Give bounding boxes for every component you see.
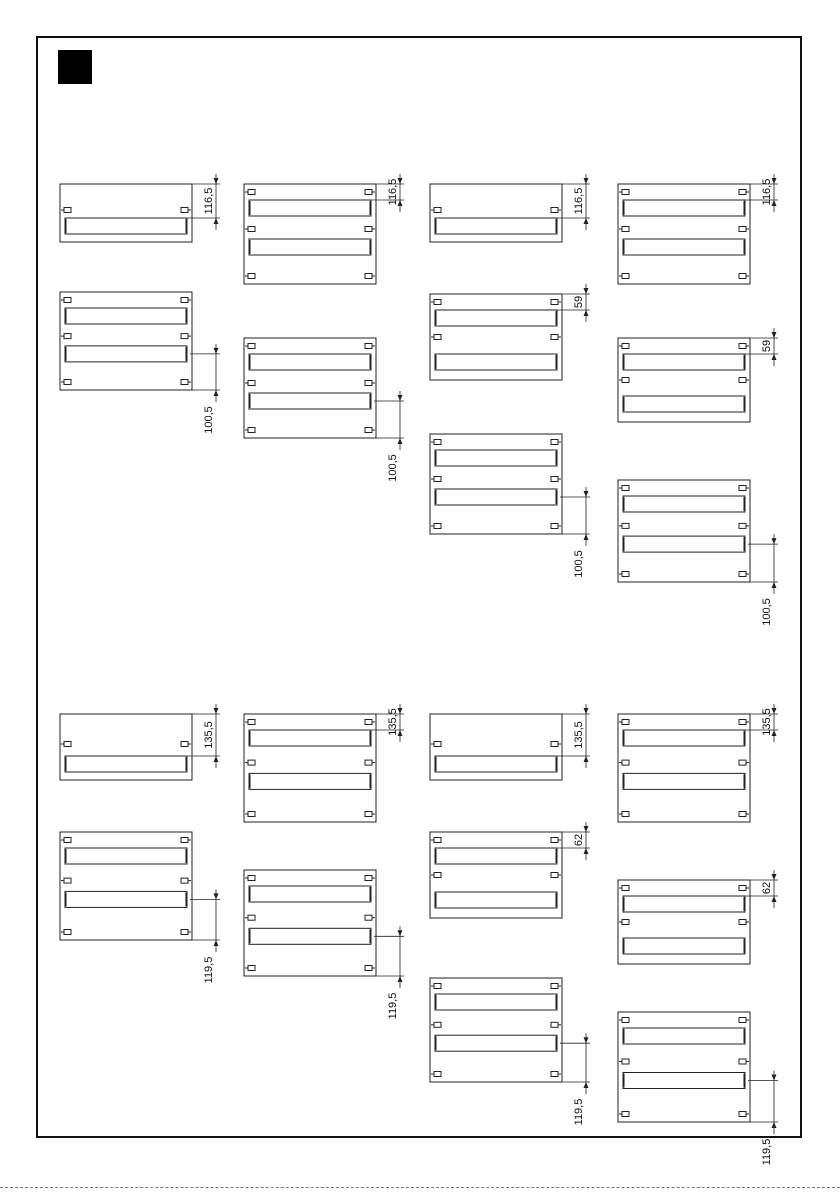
panel-outline: [244, 184, 376, 284]
mounting-clip: [365, 760, 372, 765]
mounting-clip: [551, 300, 558, 305]
panel-slot: [435, 994, 557, 1010]
panel-slot: [623, 1073, 745, 1089]
mounting-clip: [622, 1018, 629, 1023]
panel-slot: [623, 496, 745, 512]
mounting-clip: [365, 966, 372, 971]
panel-assembly: [430, 434, 590, 578]
mounting-clip: [739, 227, 746, 232]
panel-slot: [249, 354, 371, 370]
panel-assembly: [60, 704, 220, 780]
mounting-clip: [248, 274, 255, 279]
mounting-clip: [434, 524, 441, 529]
panel-outline: [618, 184, 750, 284]
mounting-clip: [64, 930, 71, 935]
panel-outline: [244, 338, 376, 438]
dimension-arrowhead: [584, 848, 589, 854]
mounting-clip: [248, 428, 255, 433]
dimension-arrowhead: [214, 218, 219, 224]
panel-slot: [65, 218, 187, 234]
mounting-clip: [622, 886, 629, 891]
dimension-arrowhead: [772, 1122, 777, 1128]
mounting-clip: [551, 1072, 558, 1077]
mounting-clip: [181, 334, 188, 339]
mounting-clip: [365, 812, 372, 817]
dimension-arrowhead: [398, 930, 403, 936]
panel-slot: [623, 773, 745, 789]
mounting-clip: [248, 876, 255, 881]
mounting-clip: [434, 300, 441, 305]
mounting-clip: [739, 378, 746, 383]
panel-slot: [435, 1035, 557, 1051]
panel-slot: [623, 938, 745, 954]
panel-assembly: [618, 870, 778, 964]
dimension-arrowhead: [772, 538, 777, 544]
mounting-clip: [64, 742, 71, 747]
dimension-arrowhead: [584, 310, 589, 316]
panel-slot: [623, 200, 745, 216]
panel-assembly: [430, 704, 590, 780]
mounting-clip: [434, 838, 441, 843]
panel-outline: [618, 480, 750, 582]
dimension-label: 116,5: [203, 187, 215, 215]
dimension-label: 62: [573, 833, 585, 847]
dimension-arrowhead: [772, 1075, 777, 1081]
mounting-clip: [551, 742, 558, 747]
mounting-clip: [434, 335, 441, 340]
dimension-label: 62: [761, 881, 773, 895]
mounting-clip: [739, 886, 746, 891]
dimension-label: 116,5: [761, 178, 773, 206]
panel-slot: [435, 310, 557, 326]
dimension-label: 100,5: [203, 406, 215, 434]
mounting-clip: [434, 873, 441, 878]
mounting-clip: [739, 720, 746, 725]
dimension-label: 100,5: [761, 598, 773, 626]
dimension-arrowhead: [584, 756, 589, 762]
dimension-arrowhead: [214, 390, 219, 396]
mounting-clip: [622, 227, 629, 232]
mounting-clip: [181, 298, 188, 303]
mounting-clip: [739, 1112, 746, 1117]
dimension-arrowhead: [398, 976, 403, 982]
mounting-clip: [365, 190, 372, 195]
dimension-label: 119,5: [761, 1138, 773, 1166]
panel-slot: [65, 756, 187, 772]
mounting-clip: [365, 720, 372, 725]
cut-line: [0, 1187, 840, 1188]
mounting-clip: [551, 838, 558, 843]
panel-slot: [435, 756, 557, 772]
panel-slot: [623, 239, 745, 255]
panel-assembly: [244, 870, 404, 1019]
panel-assembly: [618, 704, 778, 822]
panel-assembly: [430, 822, 590, 918]
mounting-clip: [622, 190, 629, 195]
mounting-clip: [248, 344, 255, 349]
dimension-label: 59: [573, 295, 585, 309]
mounting-clip: [551, 984, 558, 989]
panel-assembly: [618, 174, 778, 284]
panel-assembly: [244, 338, 404, 482]
dimension-arrowhead: [584, 708, 589, 714]
mounting-clip: [622, 812, 629, 817]
mounting-clip: [64, 298, 71, 303]
mounting-clip: [622, 274, 629, 279]
mounting-clip: [181, 930, 188, 935]
mounting-clip: [622, 378, 629, 383]
dimension-arrowhead: [214, 756, 219, 762]
panel-slot: [435, 218, 557, 234]
panel-slot: [623, 1028, 745, 1044]
panel-assembly: [618, 480, 778, 626]
mounting-clip: [551, 208, 558, 213]
panel-slot: [435, 848, 557, 864]
mounting-clip: [434, 440, 441, 445]
dimension-arrowhead: [772, 874, 777, 880]
mounting-clip: [248, 227, 255, 232]
mounting-clip: [739, 812, 746, 817]
panel-slot: [249, 239, 371, 255]
panel-assembly: [618, 1012, 778, 1165]
panel-slot: [65, 891, 187, 907]
dimension-arrowhead: [584, 218, 589, 224]
dimension-arrowhead: [214, 178, 219, 184]
dimension-arrowhead: [772, 332, 777, 338]
mounting-clip: [622, 760, 629, 765]
mounting-clip: [739, 486, 746, 491]
mounting-clip: [64, 878, 71, 883]
mounting-clip: [181, 380, 188, 385]
dimension-label: 119,5: [203, 956, 215, 984]
mounting-clip: [622, 572, 629, 577]
panel-slot: [623, 536, 745, 552]
mounting-clip: [365, 381, 372, 386]
mounting-clip: [622, 523, 629, 528]
mounting-clip: [365, 876, 372, 881]
mounting-clip: [365, 344, 372, 349]
mounting-clip: [434, 477, 441, 482]
dimension-arrowhead: [214, 708, 219, 714]
mounting-clip: [622, 1059, 629, 1064]
panel-slot: [249, 393, 371, 409]
mounting-clip: [622, 720, 629, 725]
mounting-clip: [551, 335, 558, 340]
panel-slot: [435, 489, 557, 505]
mounting-clip: [64, 838, 71, 843]
panel-outline: [430, 434, 562, 534]
panel-assembly: [244, 704, 404, 822]
panel-slot: [623, 354, 745, 370]
dimension-arrowhead: [772, 582, 777, 588]
dimension-arrowhead: [584, 826, 589, 832]
dimension-arrowhead: [772, 354, 777, 360]
mounting-clip: [248, 190, 255, 195]
mounting-clip: [181, 838, 188, 843]
mounting-clip: [739, 760, 746, 765]
mounting-clip: [248, 812, 255, 817]
mounting-clip: [434, 1022, 441, 1027]
dimension-label: 116,5: [573, 187, 585, 215]
dimension-label: 100,5: [387, 454, 399, 482]
panel-slot: [435, 450, 557, 466]
panel-slot: [249, 773, 371, 789]
panel-slot: [249, 730, 371, 746]
mounting-clip: [739, 1018, 746, 1023]
mounting-clip: [622, 1112, 629, 1117]
mounting-clip: [365, 915, 372, 920]
dimension-label: 100,5: [573, 550, 585, 578]
mounting-clip: [248, 760, 255, 765]
panel-assembly: [618, 328, 778, 422]
panel-slot: [249, 200, 371, 216]
mounting-clip: [365, 274, 372, 279]
mounting-clip: [181, 878, 188, 883]
dimension-arrowhead: [398, 438, 403, 444]
mounting-clip: [551, 477, 558, 482]
mounting-clip: [365, 428, 372, 433]
panel-assembly: [60, 832, 220, 983]
dimension-arrowhead: [214, 940, 219, 946]
mounting-clip: [551, 873, 558, 878]
panel-slot: [623, 896, 745, 912]
dimension-label: 135,5: [573, 721, 585, 749]
mounting-clip: [181, 208, 188, 213]
mounting-clip: [434, 208, 441, 213]
dimension-arrowhead: [214, 893, 219, 899]
mounting-clip: [181, 742, 188, 747]
mounting-clip: [739, 190, 746, 195]
mounting-clip: [551, 524, 558, 529]
dimension-label: 135,5: [387, 708, 399, 736]
mounting-clip: [622, 920, 629, 925]
mounting-clip: [248, 381, 255, 386]
mounting-clip: [64, 208, 71, 213]
panel-slot: [65, 308, 187, 324]
dimension-arrowhead: [584, 178, 589, 184]
dimension-label: 135,5: [203, 721, 215, 749]
mounting-clip: [739, 274, 746, 279]
dimension-label: 135,5: [761, 708, 773, 736]
panel-assembly: [60, 174, 220, 242]
mounting-clip: [248, 720, 255, 725]
mounting-clip: [434, 742, 441, 747]
panel-outline: [60, 292, 192, 390]
mounting-clip: [739, 920, 746, 925]
mounting-clip: [739, 1059, 746, 1064]
mounting-clip: [434, 984, 441, 989]
mounting-clip: [551, 440, 558, 445]
dimension-arrowhead: [584, 534, 589, 540]
mounting-clip: [739, 523, 746, 528]
dimension-label: 119,5: [387, 992, 399, 1020]
panel-assembly: [430, 174, 590, 242]
dimension-label: 119,5: [573, 1098, 585, 1126]
panel-slot: [249, 928, 371, 944]
panel-slot: [623, 730, 745, 746]
dimension-label: 116,5: [387, 178, 399, 206]
dimension-arrowhead: [214, 348, 219, 354]
mounting-clip: [434, 1072, 441, 1077]
dimension-arrowhead: [772, 896, 777, 902]
dimension-arrowhead: [584, 288, 589, 294]
panel-assembly: [244, 174, 404, 284]
mounting-clip: [64, 380, 71, 385]
mounting-clip: [739, 344, 746, 349]
panel-assembly: [430, 978, 590, 1125]
dimension-label: 59: [761, 339, 773, 353]
panel-slot: [435, 354, 557, 370]
panel-slot: [249, 886, 371, 902]
panel-assembly: [430, 284, 590, 380]
dimension-arrowhead: [398, 395, 403, 401]
dimension-arrowhead: [584, 1037, 589, 1043]
mounting-clip: [622, 344, 629, 349]
mounting-clip: [739, 572, 746, 577]
mounting-clip: [622, 486, 629, 491]
panel-slot: [623, 396, 745, 412]
mounting-clip: [248, 915, 255, 920]
panel-slot: [65, 848, 187, 864]
dimension-arrowhead: [584, 1082, 589, 1088]
panel-slot: [435, 892, 557, 908]
dimension-arrowhead: [584, 491, 589, 497]
panel-slot: [65, 346, 187, 362]
mounting-clip: [64, 334, 71, 339]
mounting-clip: [365, 227, 372, 232]
mounting-clip: [551, 1022, 558, 1027]
panel-assembly: [60, 292, 220, 434]
mounting-clip: [248, 966, 255, 971]
